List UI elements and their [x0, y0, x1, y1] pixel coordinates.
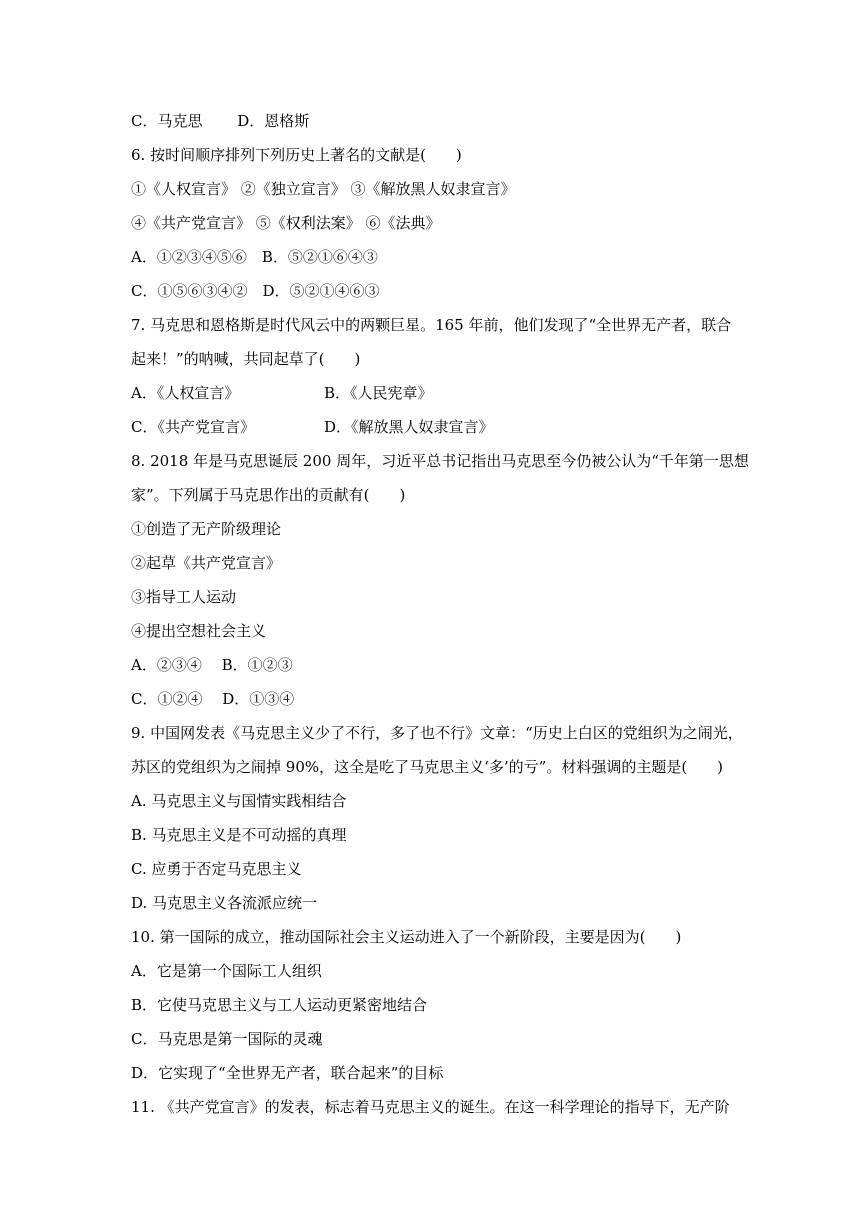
q6-stem: 6. 按时间顺序排列下列历史上著名的文献是( ): [131, 146, 462, 164]
q8-item-1: ①创造了无产阶级理论: [131, 520, 282, 538]
q6-items-2: ④《共产党宣言》 ⑤《权利法案》 ⑥《法典》: [131, 214, 441, 232]
q8-options-ab: A．②③④ B．①②③: [131, 656, 293, 674]
q8-options-cd: C．①②④ D．①③④: [131, 690, 295, 708]
q11-stem-1: 11. 《共产党宣言》的发表，标志着马克思主义的诞生。在这一科学理论的指导下，无产阶: [131, 1098, 730, 1116]
q10-option-c: C．马克思是第一国际的灵魂: [131, 1030, 323, 1048]
q8-stem-2: 家”。下列属于马克思作出的贡献有( ): [131, 486, 406, 504]
q6-options-cd: C．①⑤⑥③④② D．⑤②①④⑥③: [131, 282, 380, 300]
q7-option-c: C．《共产党宣言》: [131, 418, 255, 436]
q10-stem: 10. 第一国际的成立，推动国际社会主义运动进入了一个新阶段，主要是因为( ): [131, 928, 682, 946]
q7-option-a: A．《人权宣言》: [131, 384, 240, 402]
q7-stem-1: 7. 马克思和恩格斯是时代风云中的两颗巨星。165 年前，他们发现了“全世界无产者，联合: [131, 316, 732, 334]
q10-option-b: B．它使马克思主义与工人运动更紧密地结合: [131, 996, 428, 1014]
q8-item-4: ④提出空想社会主义: [131, 622, 267, 640]
q7-stem-2: 起来！”的呐喊，共同起草了( ): [131, 350, 361, 368]
q8-item-3: ③指导工人运动: [131, 588, 237, 606]
q9-option-c: C. 应勇于否定马克思主义: [131, 860, 302, 878]
q8-item-2: ②起草《共产党宣言》: [131, 554, 282, 572]
q9-stem-2: 苏区的党组织为之闹掉 90%，这全是吃了马克思主义‘多’的亏”。材料强调的主题是( ): [131, 758, 724, 776]
q6-items-1: ①《人权宣言》 ②《独立宣言》 ③《解放黑人奴隶宣言》: [131, 180, 516, 198]
q9-option-b: B. 马克思主义是不可动摇的真理: [131, 826, 347, 844]
q9-option-d: D. 马克思主义各流派应统一: [131, 894, 318, 912]
q10-option-a: A．它是第一个国际工人组织: [131, 962, 322, 980]
q10-option-d: D．它实现了“全世界无产者，联合起来”的目标: [131, 1064, 444, 1082]
q5-options-cd: C．马克思 D．恩格斯: [131, 112, 310, 130]
q9-stem-1: 9. 中国网发表《马克思主义少了不行，多了也不行》文章：“历史上白区的党组织为之闹光，: [131, 724, 743, 742]
q7-option-b: B．《人民宪章》: [324, 384, 433, 402]
q9-option-a: A. 马克思主义与国情实践相结合: [131, 792, 347, 810]
q6-options-ab: A．①②③④⑤⑥ B．⑤②①⑥④③: [131, 248, 378, 266]
q7-option-d: D．《解放黑人奴隶宣言》: [324, 418, 494, 436]
q8-stem-1: 8. 2018 年是马克思诞辰 200 周年，习近平总书记指出马克思至今仍被公认为“千年第一思想: [131, 452, 749, 470]
